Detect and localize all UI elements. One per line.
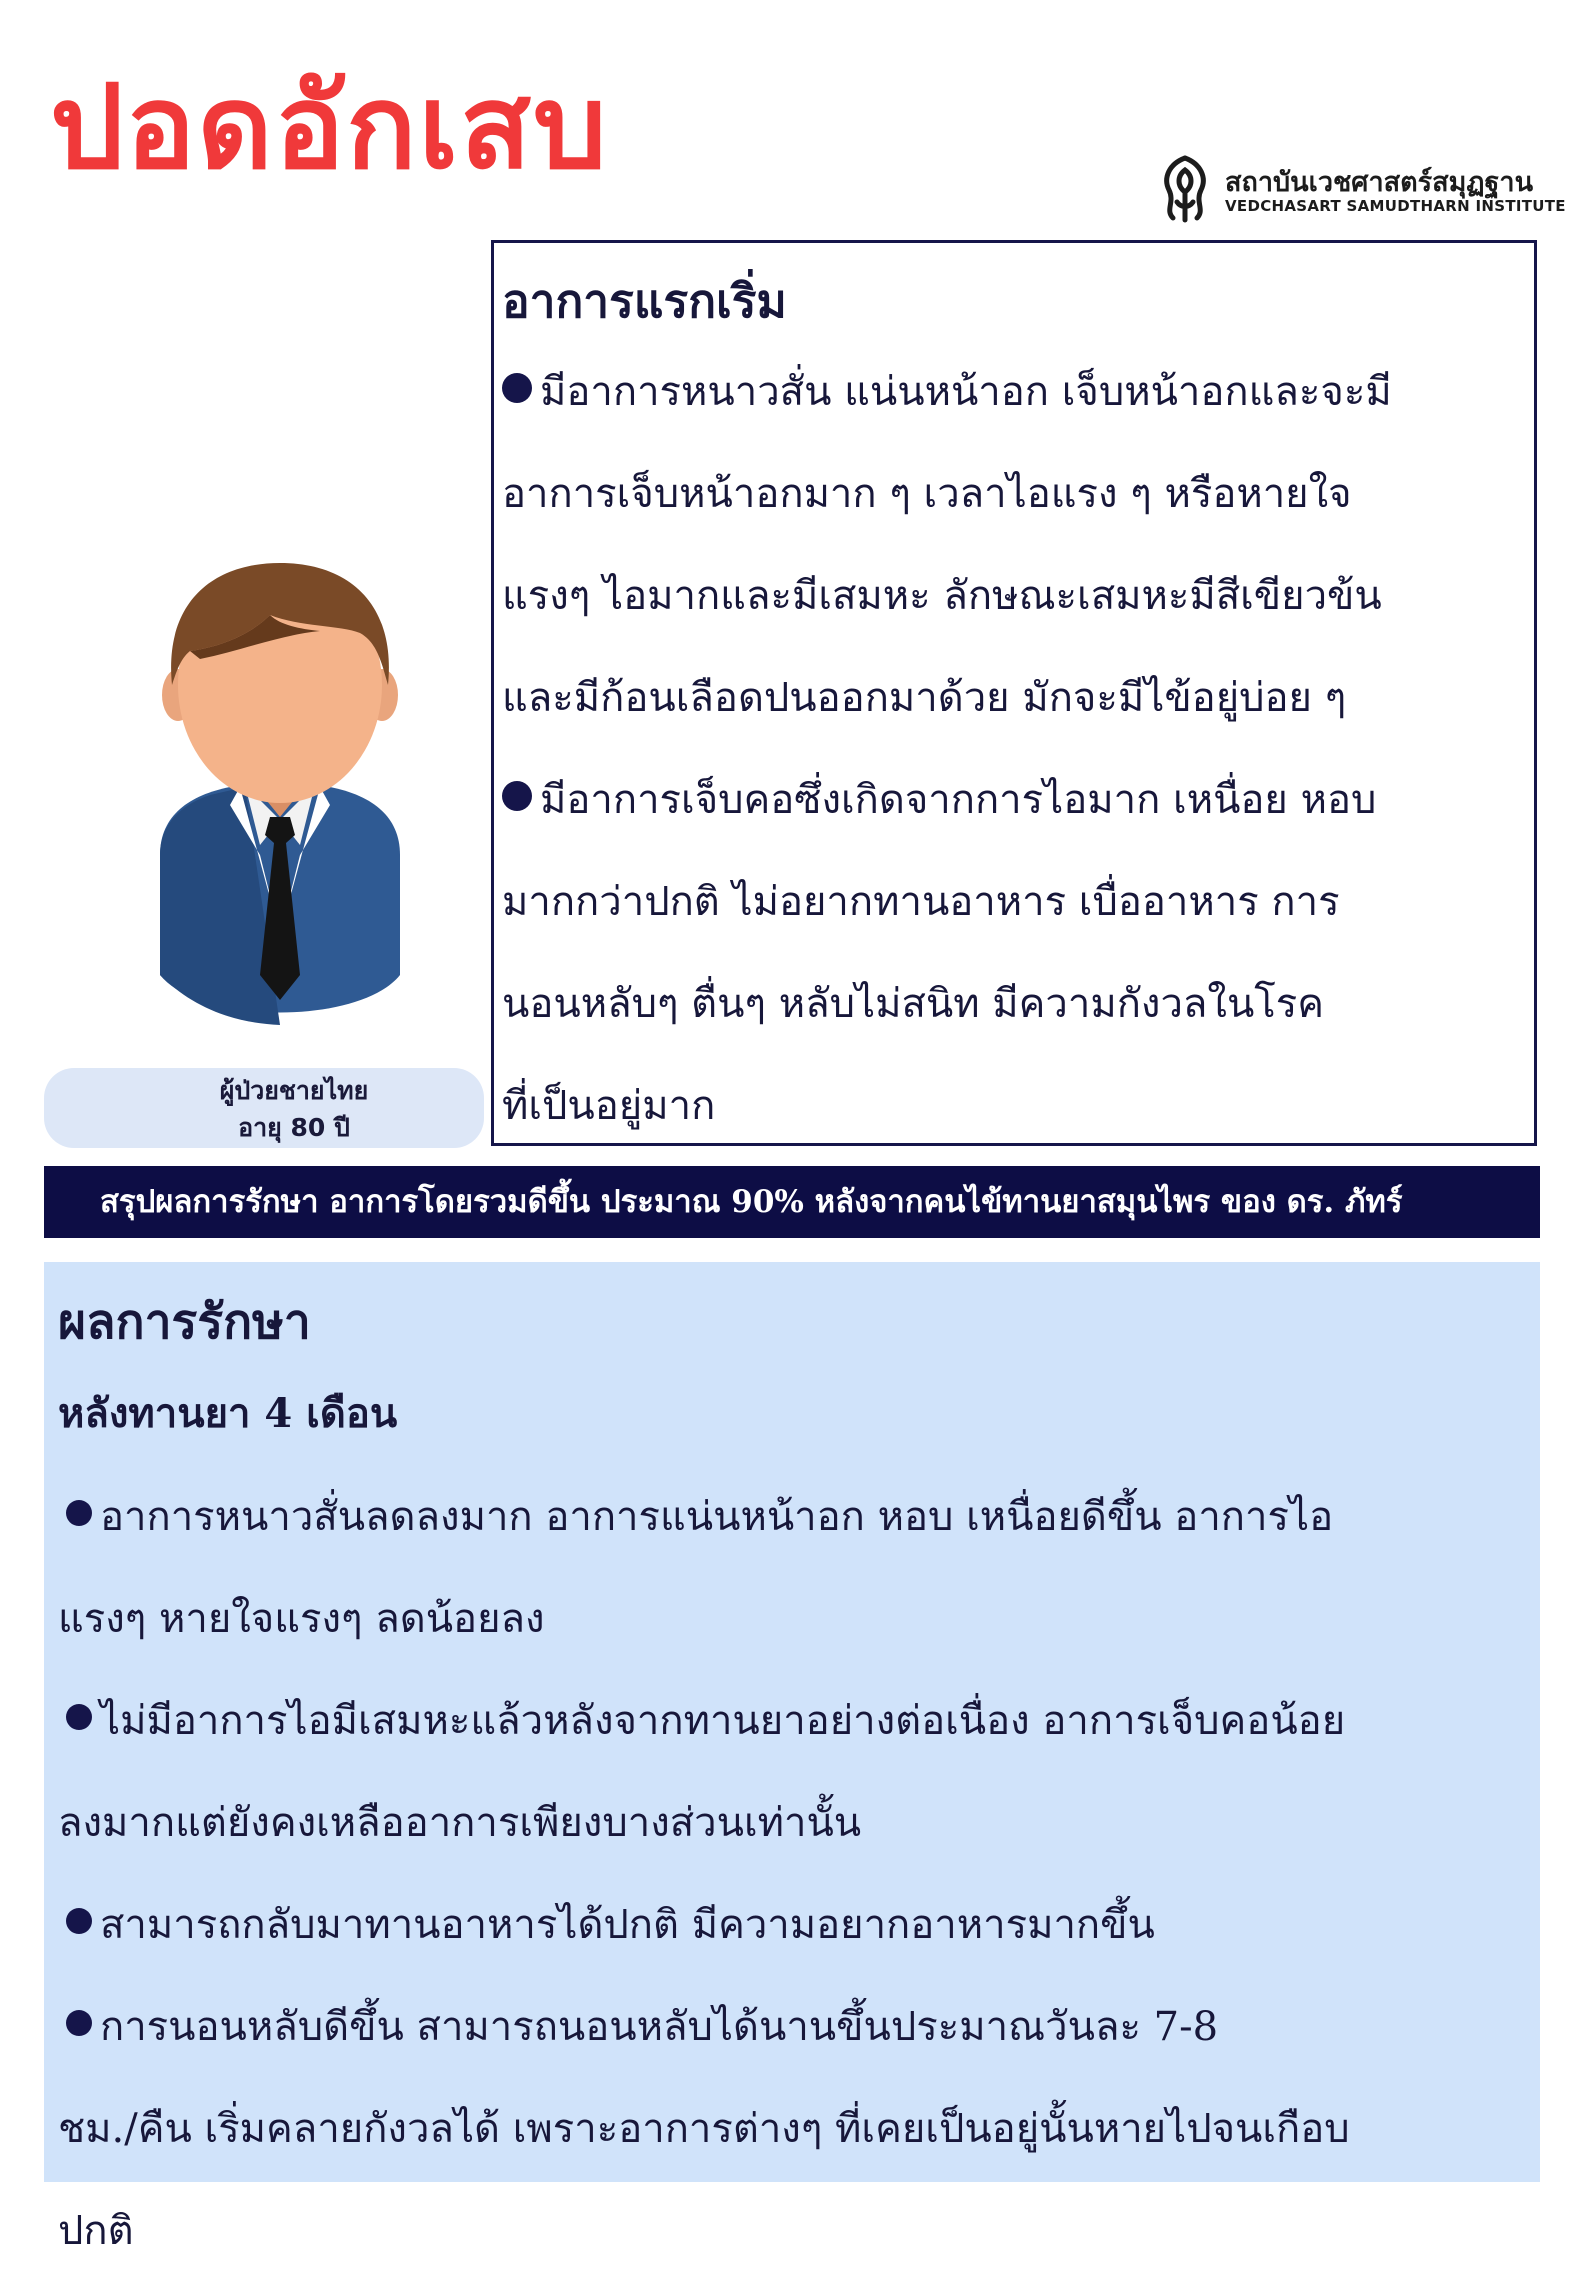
result-line: แรงๆ หายใจแรงๆ ลดน้อยลง — [58, 1596, 545, 1642]
symptom-line: ที่เป็นอยู่มาก — [502, 1083, 716, 1129]
treatment-results-panel — [44, 1262, 1540, 2254]
symptom-line: มีอาการหนาวสั่น แน่นหน้าอก เจ็บหน้าอกและจะมี — [502, 341, 1526, 443]
symptom-line: แรงๆ ไอมากและมีเสมหะ ลักษณะเสมหะมีสีเขียวข้น — [502, 573, 1382, 619]
bullet-icon — [502, 781, 532, 811]
results-subheading: หลังทานยา 4 เดือน — [58, 1390, 398, 1437]
result-line: สามารถกลับมาทานอาหารได้ปกติ มีความอยากอาหารมากขึ้น — [58, 1874, 1350, 1976]
symptom-line: และมีก้อนเลือดปนออกมาด้วย มักจะมีไข้อยู่บ่อย ๆ — [502, 675, 1347, 721]
bullet-icon — [66, 1500, 92, 1526]
bullet-icon — [502, 373, 532, 403]
symptoms-heading: อาการแรกเริ่ม — [502, 274, 787, 328]
result-line: การนอนหลับดีขึ้น สามารถนอนหลับได้นานขึ้นประมาณวันละ 7-8 — [58, 1976, 1350, 2078]
symptom-line: นอนหลับๆ ตื่นๆ หลับไม่สนิท มีความกังวลในโรค — [502, 981, 1325, 1027]
result-line: ลงมากแต่ยังคงเหลืออาการเพียงบางส่วนเท่านั้น — [58, 1800, 862, 1846]
treatment-summary-bar: สรุปผลการรักษา อาการโดยรวมดีขึ้น ประมาณ 90% หลังจากคนไข้ทานยาสมุนไพร ของ ดร. ภัทร์ — [44, 1166, 1540, 1238]
result-line: อาการหนาวสั่นลดลงมาก อาการแน่นหน้าอก หอบ เหนื่อยดีขึ้น อาการไอ — [58, 1466, 1350, 1568]
symptom-line: มีอาการเจ็บคอซึ่งเกิดจากการไอมาก เหนื่อย หอบ — [502, 749, 1526, 851]
bullet-icon — [66, 1704, 92, 1730]
patient-info-label — [44, 1068, 484, 1148]
results-heading: ผลการรักษา — [58, 1294, 311, 1350]
symptom-line: มากกว่าปกติ ไม่อยากทานอาหาร เบื่ออาหาร การ — [502, 879, 1340, 925]
bullet-icon — [66, 1908, 92, 1934]
logo-name-thai: สถาบันเวชศาสตร์สมุฏฐาน — [1225, 167, 1534, 198]
symptom-line: อาการเจ็บหน้าอกมาก ๆ เวลาไอแรง ๆ หรือหายใจ — [502, 471, 1352, 517]
male-patient-avatar-icon — [150, 555, 410, 1045]
result-line: ปกติ — [58, 2208, 134, 2254]
initial-symptoms-box — [491, 240, 1537, 1146]
institute-emblem-icon — [1155, 150, 1215, 226]
page-title: ปอดอักเสบ — [50, 60, 609, 195]
patient-age: อายุ 80 ปี — [238, 1113, 350, 1142]
bullet-icon — [66, 2010, 92, 2036]
logo-name-english: VEDCHASART SAMUDTHARN INSTITUTE — [1225, 197, 1566, 215]
institute-logo — [1155, 150, 1566, 226]
result-line: ไม่มีอาการไอมีเสมหะแล้วหลังจากทานยาอย่างต่อเนื่อง อาการเจ็บคอน้อย — [58, 1670, 1350, 1772]
patient-gender-nationality: ผู้ป่วยชายไทย — [219, 1076, 369, 1105]
result-line: ชม./คืน เริ่มคลายกังวลได้ เพราะอาการต่างๆ ที่เคยเป็นอยู่นั้นหายไปจนเกือบ — [58, 2106, 1350, 2152]
